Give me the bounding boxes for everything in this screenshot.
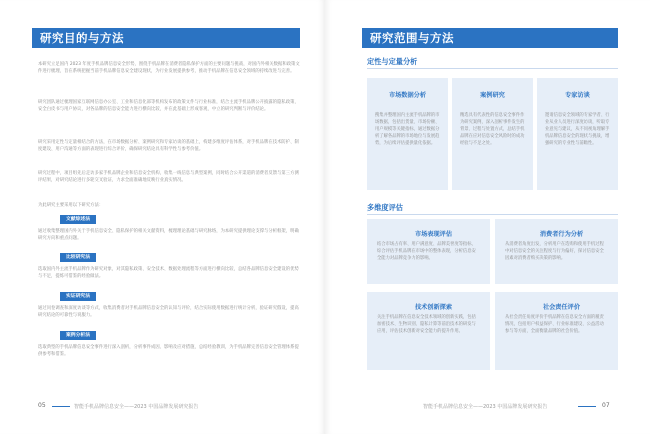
method-text-case: 选取典型的手机品牌信息安全事件进行深入剖析，分析事件成因、影响及应对措施，总结经验教训，为手机品牌完善信息安全管理体系提供参考和借鉴。 <box>38 345 299 357</box>
card-social-responsibility <box>495 292 618 370</box>
left-footer-text: 智能手机品牌信息安全——2023 中国品牌发展研究报告 <box>74 404 199 410</box>
right-footer-text: 智能手机品牌信息安全——2023 中国品牌发展研究报告 <box>423 404 548 410</box>
card-title: 技术创新探索 <box>414 304 453 311</box>
card-text: 从消费者角度出发，分析用户在选购和使用手机过程中对信息安全的关注程度与行为偏好，探讨信息安全因素对消费者购买决策的影响。 <box>505 242 604 261</box>
right-section-band: 研究范围与方法 <box>362 28 618 48</box>
card-title: 案例研究 <box>480 92 505 99</box>
method-tag-comparison: 比较研究法 <box>60 253 96 262</box>
section-divider-2 <box>367 214 618 215</box>
method-text-empirical: 通过问卷调查和深度访谈等方式，收集消费者对手机品牌信息安全的认知与评价，结合实际使用数据进行统计分析，验证研究假设，提高研究结论的可靠性与说服力。 <box>38 306 299 318</box>
card-expert-interview <box>537 78 618 190</box>
card-title: 消费者行为分析 <box>539 231 584 238</box>
card-case-study <box>452 78 533 190</box>
card-text: 搜集并整理国内主流手机品牌的市场数据，包括出货量、市场份额、用户规模等关键指标，通过数据分析了解各品牌的市场地位与发展趋势，为后续评估提供量化依据。 <box>375 113 440 146</box>
method-tag-empirical: 实证研究法 <box>60 292 96 301</box>
method-text-comparison: 选取国内外主流手机品牌作为研究对象，对其隐私政策、安全技术、数据处理流程等方面进行横向比较，总结各品牌信息安全建设的优势与不足，提炼可借鉴的经验做法。 <box>38 267 299 279</box>
card-title: 社会责任评价 <box>542 304 581 311</box>
card-title: 专家访谈 <box>565 92 590 99</box>
left-section-band: 研究目的与方法 <box>32 28 300 48</box>
method-text-literature: 通过收集整理国内外关于手机信息安全、隐私保护的相关文献资料，梳理理论基础与研究脉络，为本研究提供理论支撑与分析框架，明确研究方向和重点问题。 <box>38 229 299 241</box>
intro-paragraph-1: 本研究立足国内 2023 年度手机品牌信息安全形势，围绕手机品牌在消费者隐私保护方面的主要问题与挑战，对国内外相关数据和政策文件进行梳理，旨在系统把握当前手机品牌信息安全建设现状，为行业发展提供参考，推动手机品牌在信息安全领域的持续改进与完善。 <box>38 62 300 74</box>
method-tag-case: 案例分析法 <box>60 331 96 340</box>
card-text: 关注手机品牌在信息安全技术领域的创新实践，包括加密技术、生物识别、隐私计算等前沿技术的研发与应用，评估技术创新对安全能力的提升作用。 <box>377 315 476 334</box>
card-title: 市场表现评估 <box>414 231 453 238</box>
card-consumer-behavior <box>495 219 618 284</box>
card-market-data <box>367 78 448 190</box>
card-text: 结合市场占有率、用户满意度、品牌美誉度等指标，综合评估手机品牌在市场中的整体表现，分析信息安全能力对品牌竞争力的影响。 <box>377 242 476 261</box>
card-tech-innovation <box>367 292 490 370</box>
right-page-number: 07 <box>602 402 610 409</box>
card-text: 邀请信息安全领域的专家学者、行业从业人员进行深度访谈，听取专业意见与建议，从不同视角理解手机品牌信息安全的现状与挑战，增强研究的专业性与前瞻性。 <box>545 113 610 146</box>
section-divider-1 <box>367 68 618 69</box>
intro-paragraph-4: 研究过程中，项目组先后走访多家手机品牌企业和信息安全机构，收集一线信息与典型案例，同时结合公开渠道的消费者反馈与第三方测评结果，对研究结论进行多轮交叉验证，力求全面准确地反映行业真实情况。 <box>38 171 299 183</box>
intro-paragraph-3: 研究采用定性与定量相结合的方法，在市场数据分析、案例研究和专家访谈的基础上，构建多维度评估体系，对手机品牌在技术防护、制度建设、用户沟通等方面的表现进行综合评价，确保研究结论具有科学性与参考价值。 <box>38 140 299 152</box>
card-text: 从社会责任角度评价手机品牌在信息安全方面的履责情况，包括用户权益保护、行业标准建设、公益活动参与等方面，全面衡量品牌的社会价值。 <box>505 315 604 334</box>
card-title: 市场数据分析 <box>388 92 427 99</box>
card-text: 精选具有代表性的信息安全事件作为研究案例，深入剖析事件发生的背景、过程与处置方式，总结手机品牌在应对信息安全风险时的成功经验与不足之处。 <box>460 113 525 146</box>
method-tag-literature: 文献综述法 <box>60 215 96 224</box>
left-footer-line <box>52 406 70 407</box>
section-title-multidimensional: 多维度评估 <box>367 203 403 212</box>
right-footer-line <box>578 406 596 407</box>
section-title-qualitative: 定性与定量分析 <box>367 57 418 66</box>
intro-paragraph-2: 研究团队通过梳理国家互联网信息办公室、工业和信息化部等机构发布的政策文件与行业标准，结合主流手机品牌公开披露的隐私政策、安全白皮书与用户协议，对各品牌的信息安全能力进行横向比较，并在此基础上形成客观、中立的研究判断与评价结论。 <box>38 100 299 112</box>
card-market-performance <box>367 219 490 284</box>
left-page-number: 05 <box>38 402 46 409</box>
methods-intro: 为此研究主要采用以下研究方法： <box>38 203 104 208</box>
